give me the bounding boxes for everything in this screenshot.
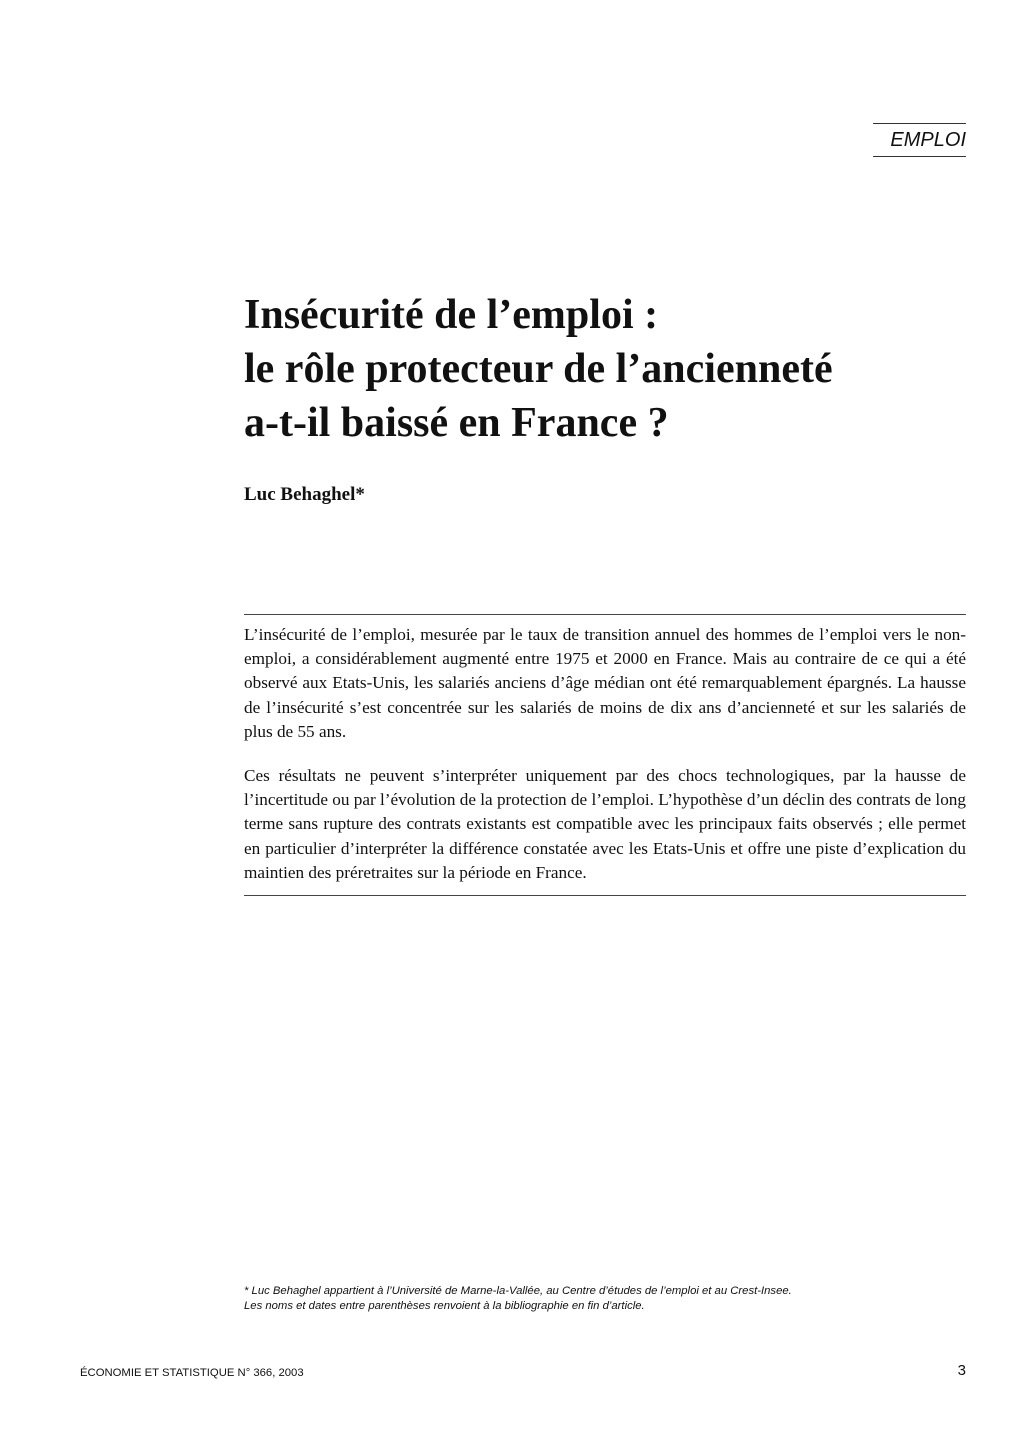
article-title: [244, 288, 984, 450]
footnote-line: Les noms et dates entre parenthèses renvoient à la bibliographie en fin d’article.: [244, 1300, 645, 1312]
footnote: [244, 1284, 984, 1314]
footnote-line: * Luc Behaghel appartient à l’Université de Marne-la-Vallée, au Centre d’études de l’emploi et au Crest-Insee.: [244, 1285, 792, 1297]
title-line: Insécurité de l’emploi :: [244, 292, 659, 338]
author-name: Luc Behaghel*: [244, 484, 365, 505]
abstract-paragraph: Ces résultats ne peuvent s’interpréter uniquement par des chocs technologiques, par la hausse de l’incertitude ou par l’évolution de la protection de l’emploi. L’hypothèse d’un déclin des contrats de long terme sans rupture des contrats existants est compatible avec les principaux faits observés ; elle permet en particulier d’interpréter la différence constatée avec les Etats-Unis et offre une piste d’explication du maintien des préretraites sur la période en France.: [244, 766, 966, 882]
title-line: le rôle protecteur de l’ancienneté: [244, 346, 833, 392]
section-tag: EMPLOI: [873, 123, 966, 157]
abstract-box: [244, 614, 966, 896]
journal-reference: ÉCONOMIE ET STATISTIQUE N° 366, 2003: [80, 1367, 304, 1379]
title-line: a-t-il baissé en France ?: [244, 400, 669, 446]
abstract-paragraph: L’insécurité de l’emploi, mesurée par le taux de transition annuel des hommes de l’emploi vers le non-emploi, a considérablement augmenté entre 1975 et 2000 en France. Mais au contraire de ce qui a été observé aux Etats-Unis, les salariés anciens d’âge médian ont été remarquablement épargnés. La hausse de l’insécurité s’est concentrée sur les salariés de moins de dix ans d’ancienneté et sur les salariés de plus de 55 ans.: [244, 625, 966, 741]
page-number: 3: [957, 1362, 966, 1379]
